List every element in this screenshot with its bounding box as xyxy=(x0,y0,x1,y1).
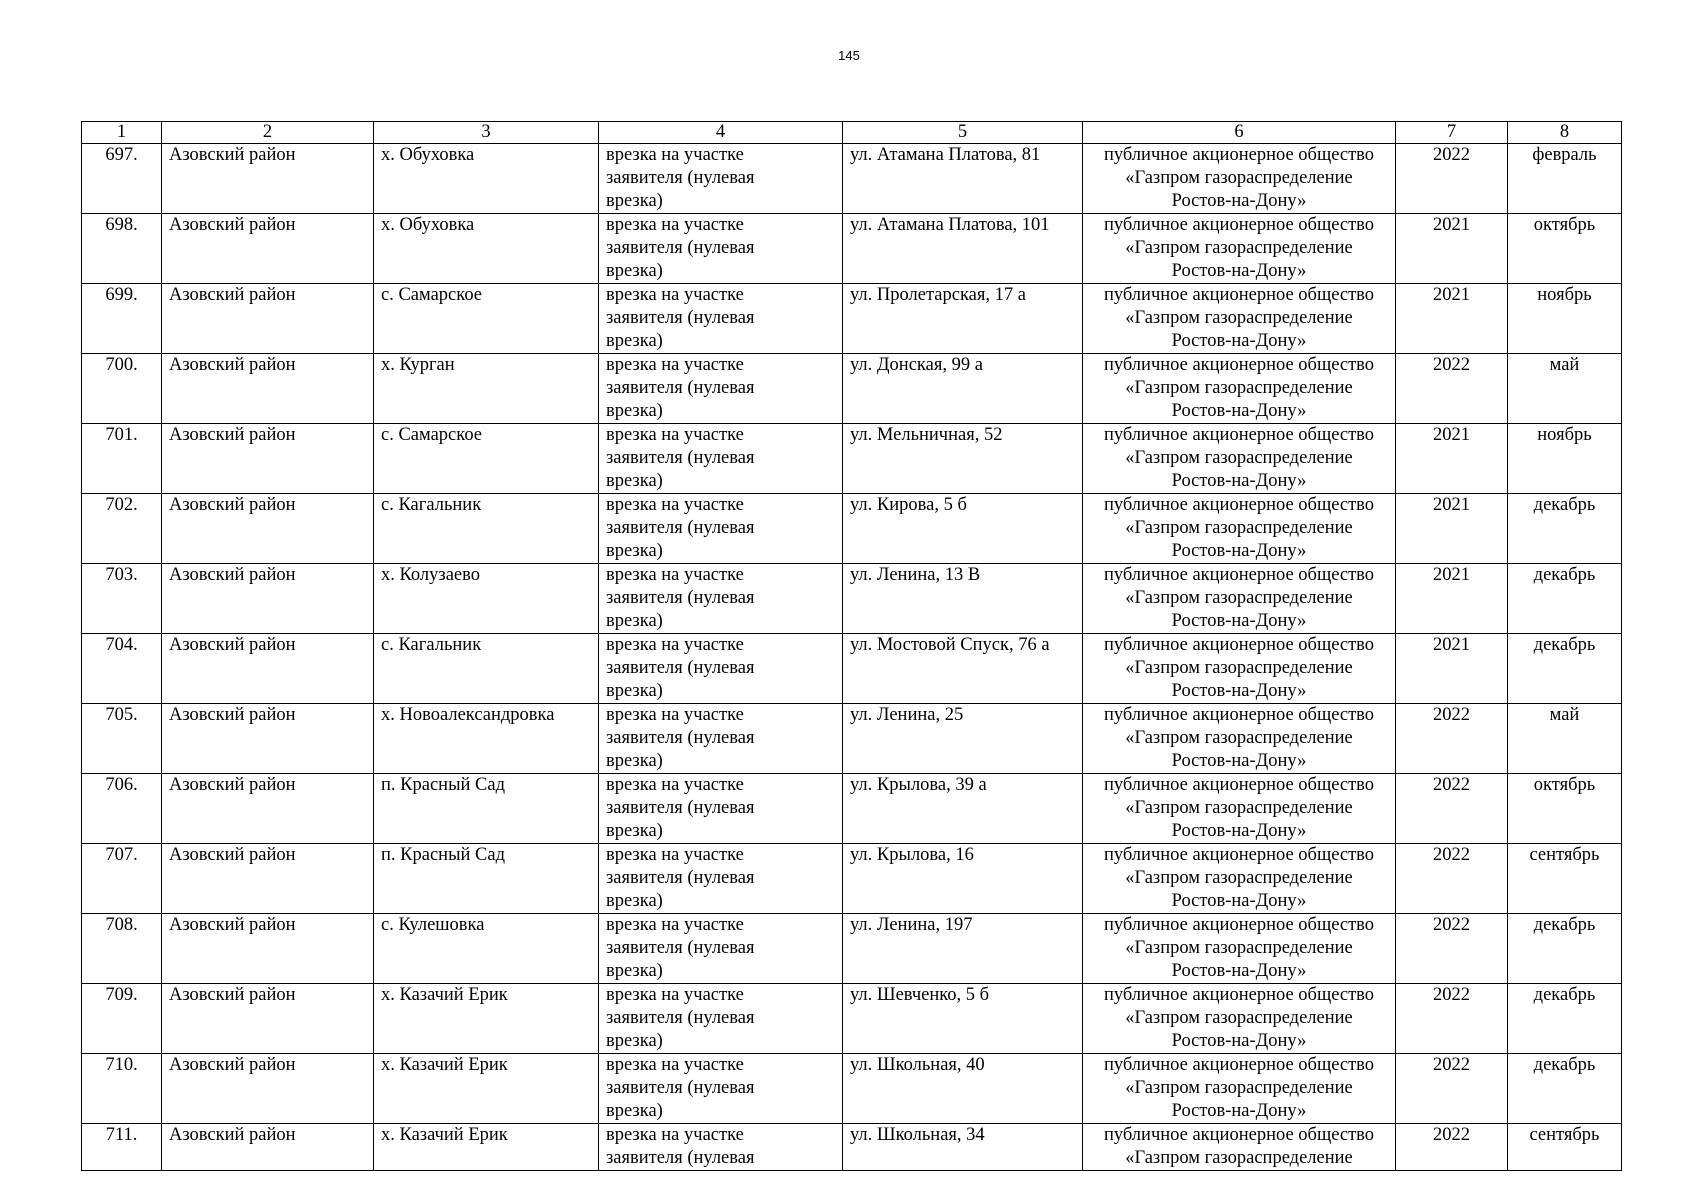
month-cell: октябрь xyxy=(1508,214,1622,284)
organization-line: Ростов-на-Дону» xyxy=(1171,261,1307,281)
row-number: 699. xyxy=(82,284,162,354)
connection-method-line: заявителя (нулевая xyxy=(606,658,755,678)
organization-line: публичное акционерное общество xyxy=(1103,1125,1375,1145)
year-cell: 2021 xyxy=(1396,634,1508,704)
settlement-cell: с. Кагальник xyxy=(374,494,599,564)
year-cell: 2021 xyxy=(1396,424,1508,494)
settlement-cell: х. Новоалександровка xyxy=(374,704,599,774)
month-cell: ноябрь xyxy=(1508,424,1622,494)
organization-line: публичное акционерное общество xyxy=(1103,495,1375,515)
header-cell: 2 xyxy=(162,122,374,144)
district-cell: Азовский район xyxy=(162,564,374,634)
row-number: 704. xyxy=(82,634,162,704)
connection-method-cell xyxy=(599,774,843,844)
organization-line: «Газпром газораспределение xyxy=(1125,308,1353,328)
organization-line: Ростов-на-Дону» xyxy=(1171,191,1307,211)
connection-method-line: заявителя (нулевая xyxy=(606,308,755,328)
gasification-table xyxy=(81,121,1622,1171)
connection-method-line: врезка) xyxy=(606,961,663,981)
month-cell: сентябрь xyxy=(1508,844,1622,914)
address-cell: ул. Ленина, 197 xyxy=(843,914,1083,984)
row-number: 701. xyxy=(82,424,162,494)
year-cell: 2022 xyxy=(1396,984,1508,1054)
address-cell: ул. Мостовой Спуск, 76 а xyxy=(843,634,1083,704)
organization-line: «Газпром газораспределение xyxy=(1125,588,1353,608)
connection-method-line: заявителя (нулевая xyxy=(606,448,755,468)
organization-line: Ростов-на-Дону» xyxy=(1171,611,1307,631)
connection-method-line: врезка на участке xyxy=(606,775,744,795)
table-row xyxy=(82,704,1622,774)
row-number: 697. xyxy=(82,144,162,214)
organization-line: публичное акционерное общество xyxy=(1103,635,1375,655)
month-cell: декабрь xyxy=(1508,984,1622,1054)
header-cell: 7 xyxy=(1396,122,1508,144)
row-number: 711. xyxy=(82,1124,162,1171)
connection-method-cell xyxy=(599,1054,843,1124)
year-cell: 2022 xyxy=(1396,144,1508,214)
organization-cell xyxy=(1083,984,1396,1054)
connection-method-cell xyxy=(599,844,843,914)
connection-method-line: врезка на участке xyxy=(606,425,744,445)
table-row xyxy=(82,424,1622,494)
connection-method-line: врезка) xyxy=(606,191,663,211)
year-cell: 2022 xyxy=(1396,1054,1508,1124)
organization-line: публичное акционерное общество xyxy=(1103,705,1375,725)
row-number: 703. xyxy=(82,564,162,634)
address-cell: ул. Школьная, 40 xyxy=(843,1054,1083,1124)
header-cell: 1 xyxy=(82,122,162,144)
row-number: 710. xyxy=(82,1054,162,1124)
header-row xyxy=(82,122,1622,144)
district-cell: Азовский район xyxy=(162,914,374,984)
organization-line: Ростов-на-Дону» xyxy=(1171,821,1307,841)
connection-method-line: врезка) xyxy=(606,541,663,561)
connection-method-line: врезка на участке xyxy=(606,1055,744,1075)
organization-line: «Газпром газораспределение xyxy=(1125,168,1353,188)
organization-line: «Газпром газораспределение xyxy=(1125,1008,1353,1028)
connection-method-line: заявителя (нулевая xyxy=(606,938,755,958)
connection-method-line: врезка на участке xyxy=(606,915,744,935)
month-cell: декабрь xyxy=(1508,914,1622,984)
table-row xyxy=(82,144,1622,214)
year-cell: 2022 xyxy=(1396,914,1508,984)
year-cell: 2022 xyxy=(1396,354,1508,424)
connection-method-line: заявителя (нулевая xyxy=(606,798,755,818)
connection-method-line: заявителя (нулевая xyxy=(606,518,755,538)
organization-line: публичное акционерное общество xyxy=(1103,565,1375,585)
connection-method-line: заявителя (нулевая xyxy=(606,728,755,748)
year-cell: 2022 xyxy=(1396,704,1508,774)
organization-line: Ростов-на-Дону» xyxy=(1171,961,1307,981)
organization-line: «Газпром газораспределение xyxy=(1125,798,1353,818)
table-row xyxy=(82,1124,1622,1171)
organization-line: Ростов-на-Дону» xyxy=(1171,471,1307,491)
connection-method-line: врезка) xyxy=(606,261,663,281)
connection-method-cell xyxy=(599,634,843,704)
address-cell: ул. Атамана Платова, 101 xyxy=(843,214,1083,284)
district-cell: Азовский район xyxy=(162,984,374,1054)
connection-method-line: врезка на участке xyxy=(606,985,744,1005)
page-number: 145 xyxy=(838,48,860,63)
organization-line: «Газпром газораспределение xyxy=(1125,868,1353,888)
organization-cell xyxy=(1083,634,1396,704)
table-row xyxy=(82,844,1622,914)
organization-line: публичное акционерное общество xyxy=(1103,985,1375,1005)
connection-method-line: заявителя (нулевая xyxy=(606,588,755,608)
address-cell: ул. Крылова, 39 а xyxy=(843,774,1083,844)
settlement-cell: п. Красный Сад xyxy=(374,844,599,914)
organization-line: публичное акционерное общество xyxy=(1103,915,1375,935)
row-number: 709. xyxy=(82,984,162,1054)
year-cell: 2021 xyxy=(1396,214,1508,284)
organization-line: Ростов-на-Дону» xyxy=(1171,751,1307,771)
organization-line: «Газпром газораспределение xyxy=(1125,728,1353,748)
table-row xyxy=(82,354,1622,424)
district-cell: Азовский район xyxy=(162,1124,374,1171)
connection-method-line: заявителя (нулевая xyxy=(606,1148,755,1168)
connection-method-line: врезка) xyxy=(606,611,663,631)
connection-method-line: врезка на участке xyxy=(606,845,744,865)
month-cell: декабрь xyxy=(1508,564,1622,634)
table-body xyxy=(82,144,1622,1171)
organization-line: «Газпром газораспределение xyxy=(1125,658,1353,678)
address-cell: ул. Шевченко, 5 б xyxy=(843,984,1083,1054)
month-cell: декабрь xyxy=(1508,494,1622,564)
connection-method-cell xyxy=(599,914,843,984)
organization-line: публичное акционерное общество xyxy=(1103,285,1375,305)
organization-cell xyxy=(1083,144,1396,214)
month-cell: декабрь xyxy=(1508,634,1622,704)
organization-line: «Газпром газораспределение xyxy=(1125,448,1353,468)
settlement-cell: х. Обуховка xyxy=(374,144,599,214)
connection-method-line: врезка) xyxy=(606,331,663,351)
address-cell: ул. Мельничная, 52 xyxy=(843,424,1083,494)
district-cell: Азовский район xyxy=(162,1054,374,1124)
address-cell: ул. Атамана Платова, 81 xyxy=(843,144,1083,214)
connection-method-cell xyxy=(599,984,843,1054)
organization-line: публичное акционерное общество xyxy=(1103,775,1375,795)
year-cell: 2022 xyxy=(1396,844,1508,914)
organization-line: публичное акционерное общество xyxy=(1103,425,1375,445)
connection-method-cell xyxy=(599,424,843,494)
organization-cell xyxy=(1083,564,1396,634)
settlement-cell: с. Самарское xyxy=(374,424,599,494)
header-cell: 6 xyxy=(1083,122,1396,144)
connection-method-cell xyxy=(599,1124,843,1171)
connection-method-line: врезка) xyxy=(606,891,663,911)
organization-line: «Газпром газораспределение xyxy=(1125,938,1353,958)
organization-cell xyxy=(1083,704,1396,774)
connection-method-line: врезка на участке xyxy=(606,705,744,725)
connection-method-cell xyxy=(599,354,843,424)
organization-cell xyxy=(1083,354,1396,424)
connection-method-line: врезка на участке xyxy=(606,215,744,235)
table-row xyxy=(82,634,1622,704)
row-number: 707. xyxy=(82,844,162,914)
address-cell: ул. Ленина, 25 xyxy=(843,704,1083,774)
connection-method-line: врезка на участке xyxy=(606,355,744,375)
row-number: 700. xyxy=(82,354,162,424)
settlement-cell: п. Красный Сад xyxy=(374,774,599,844)
month-cell: май xyxy=(1508,354,1622,424)
month-cell: ноябрь xyxy=(1508,284,1622,354)
connection-method-line: врезка на участке xyxy=(606,565,744,585)
connection-method-line: заявителя (нулевая xyxy=(606,378,755,398)
organization-cell xyxy=(1083,214,1396,284)
month-cell: май xyxy=(1508,704,1622,774)
year-cell: 2021 xyxy=(1396,564,1508,634)
district-cell: Азовский район xyxy=(162,424,374,494)
organization-line: Ростов-на-Дону» xyxy=(1171,401,1307,421)
address-cell: ул. Ленина, 13 В xyxy=(843,564,1083,634)
table-row xyxy=(82,1054,1622,1124)
header-cell: 8 xyxy=(1508,122,1622,144)
table-row xyxy=(82,564,1622,634)
connection-method-line: врезка) xyxy=(606,401,663,421)
header-cell: 5 xyxy=(843,122,1083,144)
organization-cell xyxy=(1083,1124,1396,1171)
organization-line: Ростов-на-Дону» xyxy=(1171,541,1307,561)
address-cell: ул. Кирова, 5 б xyxy=(843,494,1083,564)
settlement-cell: х. Обуховка xyxy=(374,214,599,284)
table-row xyxy=(82,914,1622,984)
organization-cell xyxy=(1083,494,1396,564)
year-cell: 2021 xyxy=(1396,284,1508,354)
organization-line: публичное акционерное общество xyxy=(1103,215,1375,235)
organization-line: публичное акционерное общество xyxy=(1103,145,1375,165)
organization-line: Ростов-на-Дону» xyxy=(1171,681,1307,701)
settlement-cell: х. Колузаево xyxy=(374,564,599,634)
connection-method-line: заявителя (нулевая xyxy=(606,1078,755,1098)
month-cell: октябрь xyxy=(1508,774,1622,844)
settlement-cell: с. Кулешовка xyxy=(374,914,599,984)
settlement-cell: с. Самарское xyxy=(374,284,599,354)
year-cell: 2021 xyxy=(1396,494,1508,564)
connection-method-line: заявителя (нулевая xyxy=(606,1008,755,1028)
connection-method-cell xyxy=(599,494,843,564)
organization-line: «Газпром газораспределение xyxy=(1125,1078,1353,1098)
organization-line: «Газпром газораспределение xyxy=(1125,1148,1353,1168)
organization-line: Ростов-на-Дону» xyxy=(1171,1031,1307,1051)
district-cell: Азовский район xyxy=(162,844,374,914)
table-row xyxy=(82,774,1622,844)
settlement-cell: х. Казачий Ерик xyxy=(374,984,599,1054)
connection-method-line: врезка) xyxy=(606,1101,663,1121)
settlement-cell: х. Казачий Ерик xyxy=(374,1124,599,1171)
table-row xyxy=(82,284,1622,354)
header-cell: 3 xyxy=(374,122,599,144)
address-cell: ул. Школьная, 34 xyxy=(843,1124,1083,1171)
connection-method-line: врезка на участке xyxy=(606,285,744,305)
organization-line: «Газпром газораспределение xyxy=(1125,238,1353,258)
organization-line: публичное акционерное общество xyxy=(1103,845,1375,865)
organization-line: «Газпром газораспределение xyxy=(1125,518,1353,538)
organization-cell xyxy=(1083,914,1396,984)
row-number: 708. xyxy=(82,914,162,984)
address-cell: ул. Крылова, 16 xyxy=(843,844,1083,914)
district-cell: Азовский район xyxy=(162,354,374,424)
organization-line: «Газпром газораспределение xyxy=(1125,378,1353,398)
connection-method-cell xyxy=(599,144,843,214)
address-cell: ул. Донская, 99 а xyxy=(843,354,1083,424)
connection-method-cell xyxy=(599,214,843,284)
district-cell: Азовский район xyxy=(162,144,374,214)
row-number: 702. xyxy=(82,494,162,564)
row-number: 698. xyxy=(82,214,162,284)
month-cell: сентябрь xyxy=(1508,1124,1622,1171)
table-row xyxy=(82,214,1622,284)
district-cell: Азовский район xyxy=(162,704,374,774)
connection-method-line: врезка) xyxy=(606,681,663,701)
header-cell: 4 xyxy=(599,122,843,144)
organization-cell xyxy=(1083,284,1396,354)
year-cell: 2022 xyxy=(1396,1124,1508,1171)
connection-method-line: врезка) xyxy=(606,821,663,841)
connection-method-line: врезка на участке xyxy=(606,145,744,165)
connection-method-cell xyxy=(599,284,843,354)
settlement-cell: х. Курган xyxy=(374,354,599,424)
connection-method-line: врезка) xyxy=(606,751,663,771)
connection-method-line: врезка) xyxy=(606,471,663,491)
connection-method-line: заявителя (нулевая xyxy=(606,168,755,188)
organization-line: Ростов-на-Дону» xyxy=(1171,891,1307,911)
connection-method-line: заявителя (нулевая xyxy=(606,238,755,258)
district-cell: Азовский район xyxy=(162,494,374,564)
district-cell: Азовский район xyxy=(162,634,374,704)
organization-line: публичное акционерное общество xyxy=(1103,1055,1375,1075)
row-number: 706. xyxy=(82,774,162,844)
connection-method-line: врезка) xyxy=(606,1031,663,1051)
connection-method-cell xyxy=(599,564,843,634)
district-cell: Азовский район xyxy=(162,284,374,354)
organization-cell xyxy=(1083,844,1396,914)
district-cell: Азовский район xyxy=(162,214,374,284)
connection-method-line: врезка на участке xyxy=(606,635,744,655)
month-cell: февраль xyxy=(1508,144,1622,214)
connection-method-line: заявителя (нулевая xyxy=(606,868,755,888)
settlement-cell: х. Казачий Ерик xyxy=(374,1054,599,1124)
district-cell: Азовский район xyxy=(162,774,374,844)
connection-method-line: врезка на участке xyxy=(606,1125,744,1145)
organization-cell xyxy=(1083,1054,1396,1124)
connection-method-line: врезка на участке xyxy=(606,495,744,515)
year-cell: 2022 xyxy=(1396,774,1508,844)
organization-line: Ростов-на-Дону» xyxy=(1171,1101,1307,1121)
organization-line: Ростов-на-Дону» xyxy=(1171,331,1307,351)
connection-method-cell xyxy=(599,704,843,774)
settlement-cell: с. Кагальник xyxy=(374,634,599,704)
table-row xyxy=(82,494,1622,564)
organization-cell xyxy=(1083,424,1396,494)
table-row xyxy=(82,984,1622,1054)
row-number: 705. xyxy=(82,704,162,774)
month-cell: декабрь xyxy=(1508,1054,1622,1124)
organization-cell xyxy=(1083,774,1396,844)
organization-line: публичное акционерное общество xyxy=(1103,355,1375,375)
address-cell: ул. Пролетарская, 17 а xyxy=(843,284,1083,354)
